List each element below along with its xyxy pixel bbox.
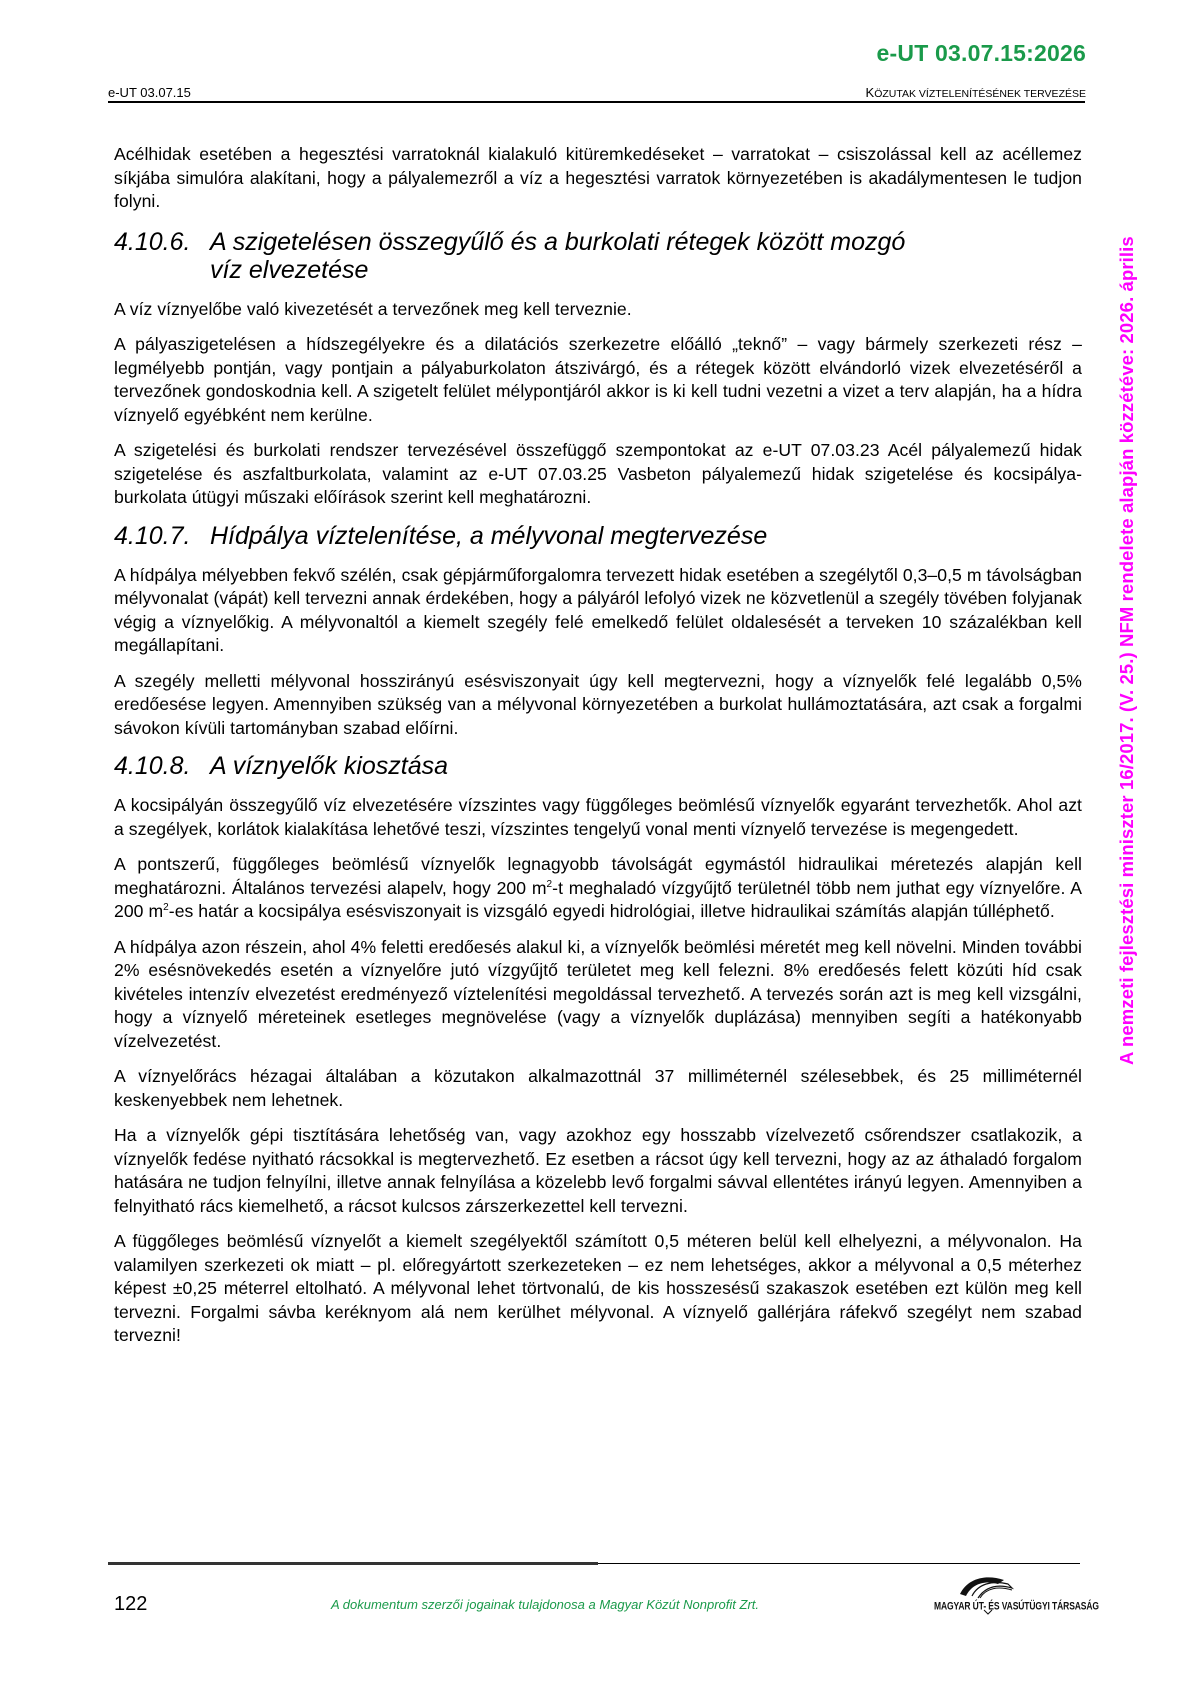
text-run: -es határ a kocsipálya esésviszonyait is vizsgáló egyedi hidrológiai, illetve hidraulikai számítás alapján túlléphető. [168, 901, 1055, 921]
society-logo-text: MAGYAR ÚT- ÉS VASÚTÜGYI TÁRSASÁG [934, 1599, 1099, 1612]
text-run: -t meghaladó vízgyűjtő területnél több nem juthat egy víznyelőre. A 200 m [114, 877, 1082, 921]
header-title-smallcaps: ÖZUTAK VÍZTELENÍTÉSÉNEK TERVEZÉSE [874, 88, 1086, 100]
paragraph: A víznyelőrács hézagai általában a közutakon alkalmazottnál 37 milliméternél szélesebbek, és 25 milliméternél keskenyebbek nem lehetnek. [114, 1066, 1082, 1110]
section-title: Hídpálya víztelenítése, a mélyvonal megtervezése [210, 521, 768, 550]
document-code-title: e-UT 03.07.15:2026 [876, 40, 1086, 66]
section-number: 4.10.7. [114, 521, 191, 550]
section-title: A víznyelők kiosztása [210, 752, 449, 780]
footer-rule-thick [108, 1562, 598, 1565]
header-rule [108, 101, 1085, 103]
running-header-code: e-UT 03.07.15 [108, 85, 191, 100]
section-heading-4-10-7 [114, 522, 1082, 550]
paragraph: Acélhidak esetében a hegesztési varratoknál kialakuló kitüremkedéseket – varratokat – csiszolással kell az acéllemez síkjába simulóra alakítani, hogy a pályalemezről a víz a hegesztési varratok környezetében is akadálymentesen le tudjon folyni. [114, 144, 1082, 211]
section-number: 4.10.8. [114, 752, 191, 780]
superscript: 2 [546, 878, 553, 890]
section-number: 4.10.6. [114, 227, 191, 256]
section-title-line2: víz elvezetése [210, 255, 369, 284]
paragraph: Ha a víznyelők gépi tisztítására lehetőség van, vagy azokhoz egy hosszabb vízelvezető csőrendszer csatlakozik, a víznyelők fedése nyitható rácsokkal is megtervezhető. Ez esetben a rácsot úgy kell tervezni, hogy az az áthaladó forgalom hatására ne tudjon felnyílni, illetve annak felnyílása a közelebb levő forgalmi sávval ellentétes irányú legyen. Amennyiben a felnyitható rács kiemelhető, a rácsot kulcsos zárszerkezettel kell tervezni. [114, 1125, 1082, 1216]
section-heading-4-10-6 [114, 228, 1082, 284]
paragraph: A függőleges beömlésű víznyelőt a kiemelt szegélyektől számított 0,5 méteren belül kell elhelyezni, a mélyvonalon. Ha valamilyen szerkezeti ok miatt – pl. előregyártott szerkezeteken – ez nem lehetséges, akkor a mélyvonal a 0,5 méterhez képest ±0,25 méterrel eltolható. A mélyvonal lehet törtvonalú, de kis hosszesésű szakaszok esetében ezt külön meg kell tervezni. Forgalmi sávba keréknyom alá nem kerülhet mélyvonal. A víznyelő gallérjára ráfekvő szegélyt nem szabad tervezni! [114, 1231, 1082, 1345]
text-run: A pontszerű, függőleges beömlésű víznyelők legnagyobb távolságát egymástól hidraulikai méretezés alapján kell meghatározni. Általános tervezési alapelv, hogy 200 m [114, 854, 1082, 898]
copyright-notice: A dokumentum szerzői jogainak tulajdonosa a Magyar Közút Nonprofit Zrt. [330, 1597, 759, 1612]
publication-watermark: A nemzeti fejlesztési miniszter 16/2017. (V. 25.) NFM rendelete alapján közzétéve: 2026. április [1116, 236, 1137, 1065]
paragraph: A hídpálya azon részein, ahol 4% feletti eredőesés alakul ki, a víznyelők beömlési méretét meg kell növelni. Minden további 2% esésnövekedés esetén a víznyelőre jutó vízgyűjtő területet meg kell felezni. 8% eredőesés felett közúti híd csak kivételes intenzív elvezetést eredményező víztelenítési megoldással tervezhető. A tervezés során azt is meg kell vizsgálni, hogy a víznyelő méreteinek esetleges megnövelése (vagy a víznyelők duplázása) mennyiben segíti a hatékonyabb vízelvezetést. [114, 936, 1082, 1051]
paragraph: A szigetelési és burkolati rendszer tervezésével összefüggő szempontokat az e-UT 07.03.23 Acél pályalemezű hidak szigetelése és aszfaltburkolata, valamint az e-UT 07.03.25 Vasbeton pályalemezű hidak szigetelése és kocsipálya-burkolata útügyi műszaki előírások szerint kell meghatározni. [114, 440, 1082, 507]
page-body [114, 143, 1082, 1360]
footer-rule-thin [598, 1563, 1080, 1564]
paragraph: A víz víznyelőbe való kivezetését a tervezőnek meg kell terveznie. [114, 298, 632, 319]
paragraph: A szegély melletti mélyvonal hosszirányú esésviszonyait úgy kell megtervezni, hogy a víznyelők felé legalább 0,5% eredőesése legyen. Amennyiben szükség van a mélyvonal környezetében a burkolat hullámoztatására, azt csak a forgalmi sávokon kívüli tartományban szabad előírni. [114, 670, 1082, 738]
section-heading-4-10-8 [114, 752, 1082, 780]
paragraph: A hídpálya mélyebben fekvő szélén, csak gépjárműforgalomra tervezett hidak esetében a szegélytől 0,3–0,5 m távolságban mélyvonalat (vápát) kell tervezni annak érdekében, hogy a pályáról lefolyó vizek ne közvetlenül a szegély tövében folyjanak végig a víznyelőkig. A mélyvonaltól a kiemelt szegély felé emelkedő felület oldalesését a terveken 10 százalékban kell megállapítani. [114, 564, 1082, 655]
page-number: 122 [114, 1593, 148, 1615]
superscript: 2 [163, 902, 169, 914]
paragraph-area-limit [114, 853, 1082, 924]
paragraph: A kocsipályán összegyűlő víz elvezetésére vízszintes vagy függőleges beömlésű víznyelők egyaránt tervezhetők. Ahol azt a szegélyek, korlátok kialakítása lehetővé teszi, vízszintes tengelyű vonal menti víznyelő tervezése is megengedett. [114, 795, 1082, 839]
running-header-title [866, 85, 1086, 100]
section-title-line1: A szigetelésen összegyűlő és a burkolati rétegek között mozgó [210, 227, 906, 256]
header-title-initial: K [865, 85, 875, 100]
paragraph: A pályaszigetelésen a hídszegélyekre és a dilatációs szerkezetre előálló „teknő” – vagy bármely szerkezeti rész – legmélyebb pontján, vagy pontjain a pályaburkolaton átszivárgó, és a rétegek között elvándorló vizek elvezetéséről a tervezőnek gondoskodnia kell. A szigetelt felület mélypontjáról akkor is ki kell tudni vezetni a vizet a terv alapján, ha a hídra víznyelő egyébként nem kerülne. [114, 334, 1082, 425]
